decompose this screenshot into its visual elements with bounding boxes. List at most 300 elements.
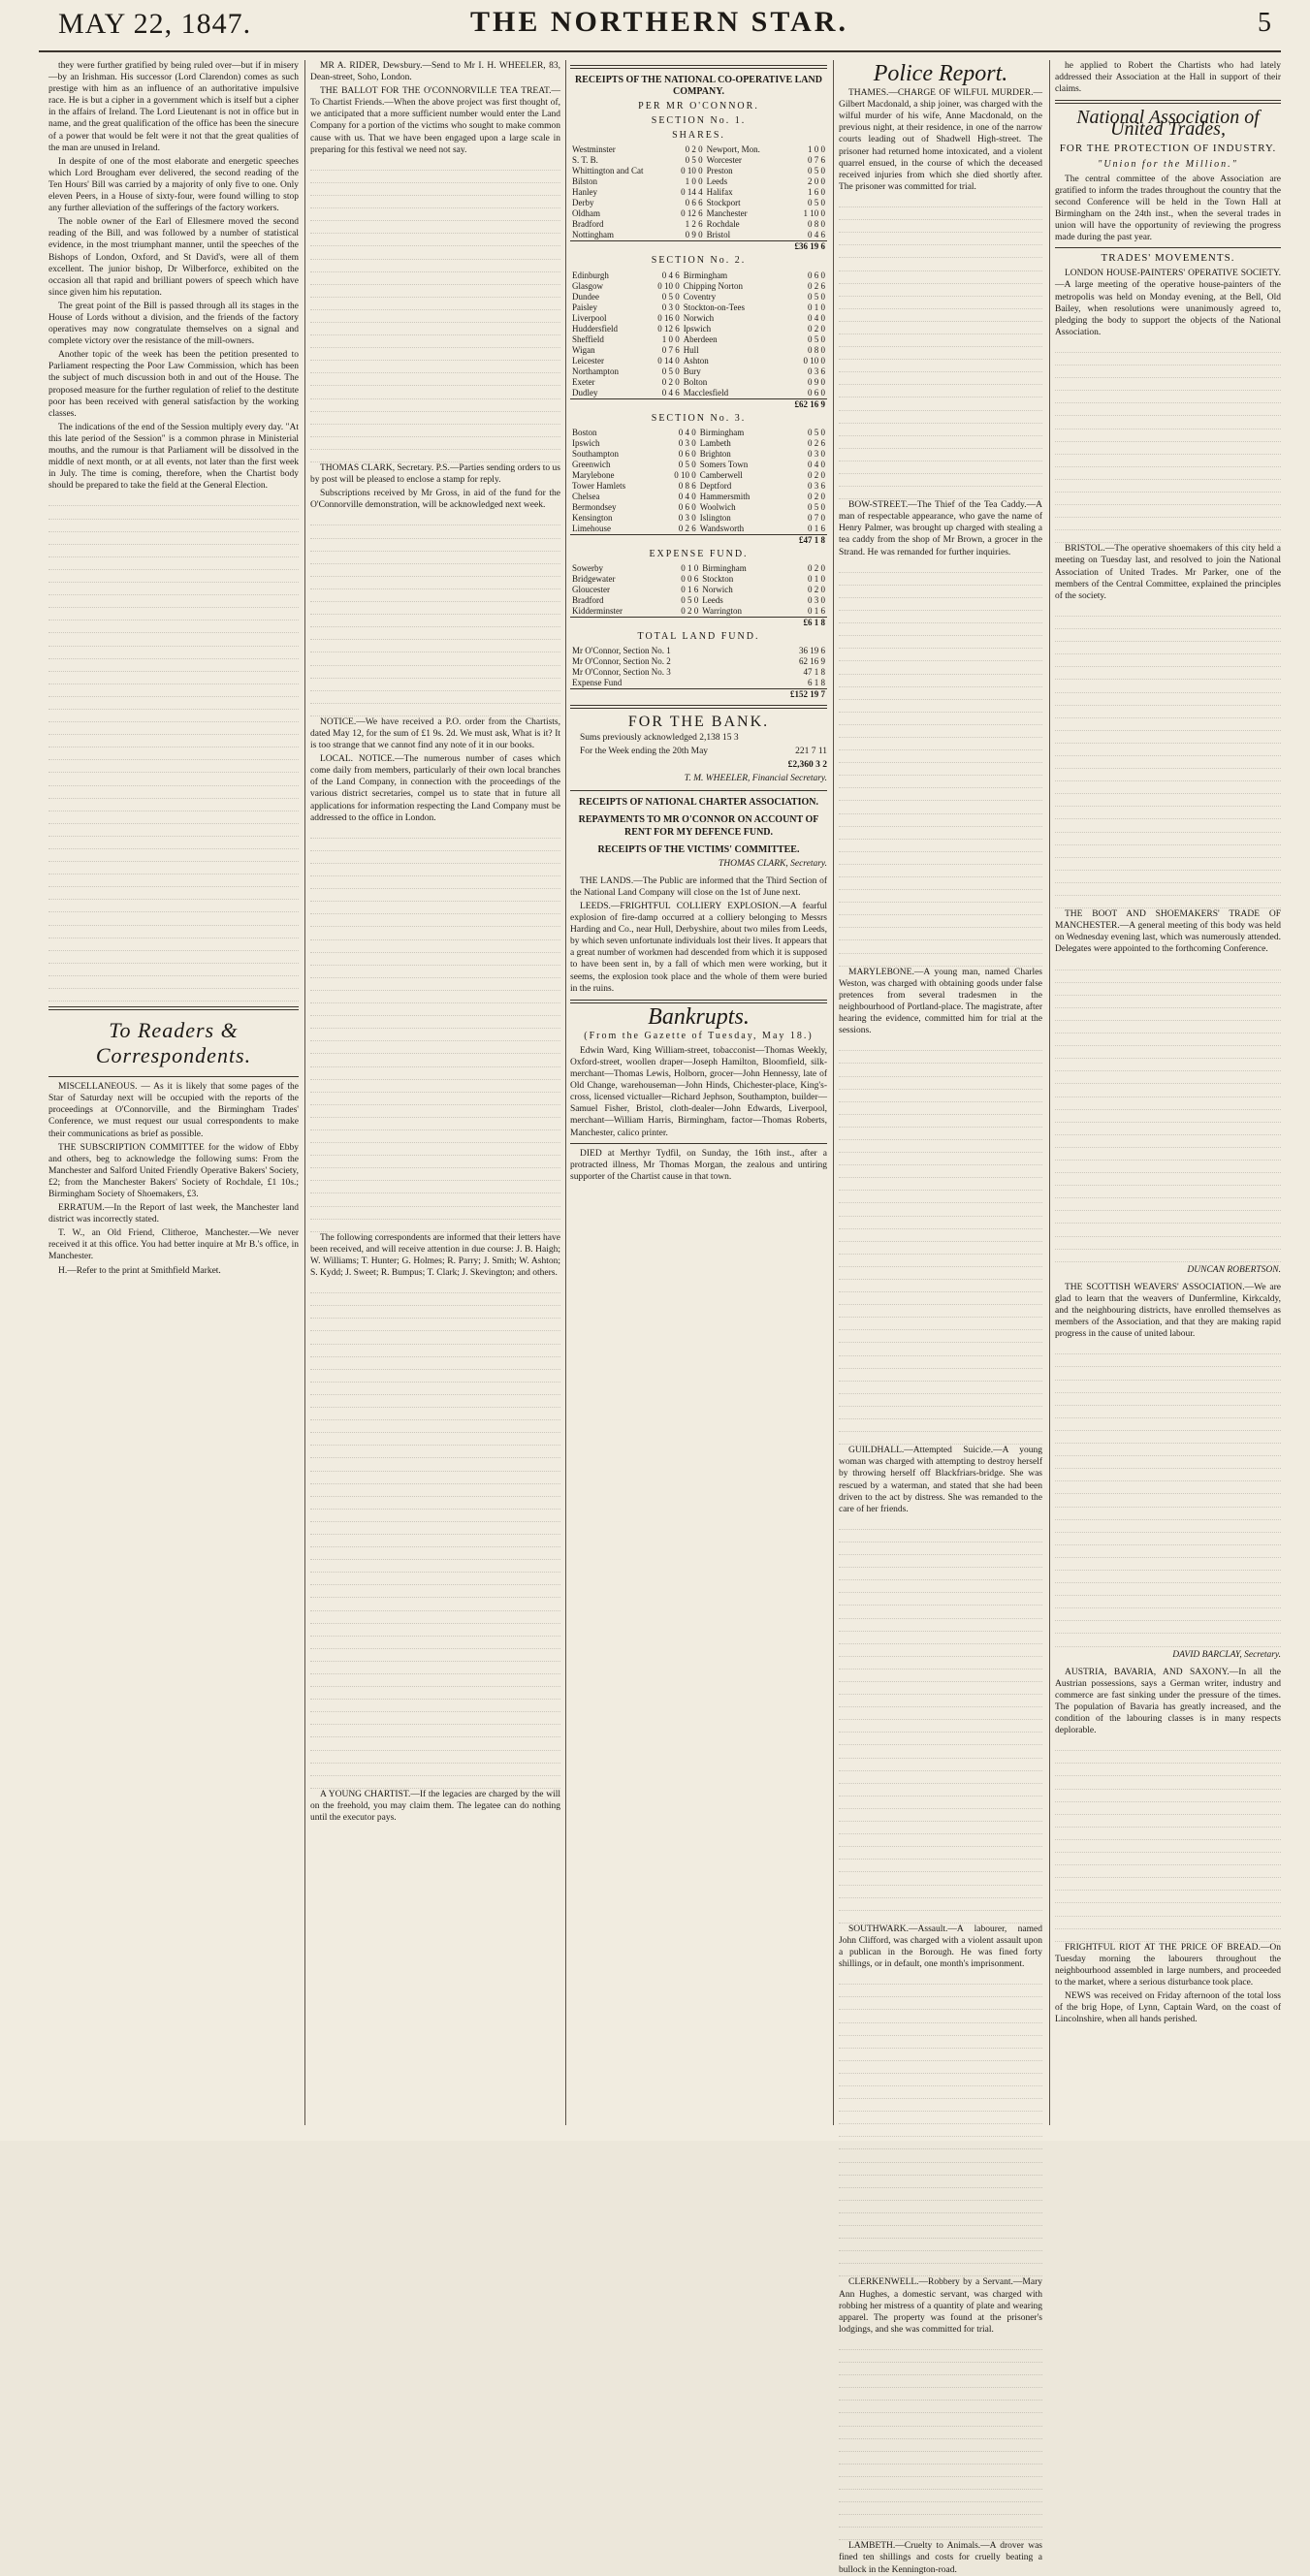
table-cell: Edinburgh [572, 270, 609, 280]
table-cell: 0 1 6 [808, 523, 825, 533]
table-row [570, 678, 827, 689]
receipts-table [570, 144, 827, 252]
table-cell: Westminster [572, 144, 616, 155]
table-cell: S. T. B. [572, 155, 598, 166]
table-cell: Oldham [572, 208, 600, 219]
table-cell: Wigan [572, 344, 595, 355]
text-lines [1055, 604, 1281, 908]
table-cell: 0 7 6 [808, 155, 825, 166]
table-cell: 0 8 0 [808, 344, 825, 355]
correspondent-notice: T. W., an Old Friend, Clitheroe, Manchester.—We never received it at this office. You had better inquire at Mr B.'s office, in Manchester. [48, 1228, 299, 1262]
table-row [570, 656, 827, 667]
section-total: £47 1 8 [781, 534, 827, 546]
table-cell: 0 1 6 [808, 605, 825, 616]
column-rule [833, 60, 834, 2125]
table-cell: Southampton [572, 448, 620, 459]
table-cell: 0 2 0 [661, 376, 680, 387]
table-cell: Whittington and Cat [572, 166, 644, 176]
table-cell: Paisley [572, 302, 597, 312]
notice-paragraph: A YOUNG CHARTIST.—If the legacies are charged by the will on the freehold, you may claim them. The legatee can do nothing until the executor pays. [310, 1789, 560, 1824]
notice-paragraph: The following correspondents are informed that their letters have been received, and will receive attention in due course: J. B. Haigh; W. Williams; T. Hunter; G. Holmes; R. Parry; J. Smith; W. Ashton; S. Kydd; J. Sweet; R. Bumpus; T. Clark; J. Skevington; and others. [310, 1232, 560, 1278]
table-row [570, 524, 827, 535]
table-cell: 0 5 0 [678, 459, 696, 469]
table-cell: 0 7 0 [808, 512, 825, 523]
trade-report: BRISTOL.—The operative shoemakers of this city held a meeting on Tuesday last, and resolved to join the National Association of United Trades. Mr Parker, one of the members of the Central Committee, explained the principles of the society. [1055, 544, 1281, 601]
table-cell: 0 5 0 [661, 291, 680, 302]
table-cell: 1 0 0 [685, 176, 703, 187]
table-cell: Ashton [683, 355, 709, 366]
table-cell: Bridgewater [572, 573, 616, 584]
table-cell: 0 9 0 [685, 230, 703, 240]
section-rule [1055, 100, 1281, 104]
table-cell: 0 2 0 [681, 605, 699, 616]
issue-date: MAY 22, 1847. [58, 8, 252, 40]
divider [570, 790, 827, 791]
death-notice: DIED at Merthyr Tydfil, on Sunday, the 16th inst., after a protracted illness, Mr Thomas Morgan, the zealous and untiring supporter of the Chartist cause in that town. [570, 1148, 827, 1182]
association-text: The central committee of the above Association are gratified to inform the trades throughout the country that the second Conference will be held in the Town Hall at Birmingham on the 24th inst., when the several trades in union will have the opportunity of reviewing the progress made during the past year. [1055, 174, 1281, 243]
table-cell: Greenwich [572, 459, 611, 469]
table-cell: 0 1 0 [808, 573, 825, 584]
bank-signature: T. M. WHEELER, Financial Secretary. [684, 774, 827, 784]
table-cell: 0 5 0 [808, 427, 825, 437]
table-row [570, 302, 827, 313]
table-cell: 0 0 6 [681, 573, 699, 584]
table-cell: 0 5 0 [681, 594, 699, 605]
table-row [570, 155, 827, 166]
bank-total: £2,360 3 2 [787, 760, 827, 771]
table-cell: 0 2 0 [808, 469, 825, 480]
newspaper-title: THE NORTHERN STAR. [470, 6, 848, 38]
table-cell: Rochdale [706, 219, 740, 230]
table-cell: 0 1 6 [681, 584, 699, 594]
table-cell: Birmingham [683, 270, 728, 280]
police-report: THAMES.—CHARGE OF WILFUL MURDER.—Gilbert Macdonald, a ship joiner, was charged with the wilful murder of his wife, Anne Macdonald, on the previous night, at their residence, in one of the narrow courts leading out of Shadwell High-street. The prisoner had returned home intoxicated, and a violent quarrel ensued, in the course of which the deceased received injuries from which she died shortly after. The prisoner was committed for trial. [839, 88, 1042, 192]
text-lines [310, 826, 560, 1232]
notice-intro: MR A. RIDER, Dewsbury.—Send to Mr I. H. WHEELER, 83, Dean-street, Soho, London. [310, 61, 560, 83]
table-row [570, 219, 827, 230]
table-cell: 0 2 0 [808, 491, 825, 501]
table-cell: 0 12 6 [657, 323, 680, 334]
text-lines [310, 158, 560, 462]
table-cell: 0 6 0 [808, 387, 825, 398]
signature: DUNCAN ROBERTSON. [1187, 1264, 1281, 1275]
table-cell: 0 4 6 [661, 387, 680, 398]
table-cell: Deptford [699, 480, 732, 491]
table-row [570, 513, 827, 524]
masthead-rule [39, 50, 1281, 52]
summary-total: £152 19 7 [756, 688, 827, 700]
table-cell: Mr O'Connor, Section No. 3 [572, 666, 671, 677]
table-cell: Chipping Norton [683, 280, 743, 291]
article-paragraph: The great point of the Bill is passed through all its stages in the House of Lords without a division, and the friends of the factory operatives may now congratulate themselves on a signal and complete victory over the resistance of the mill-owners. [48, 301, 299, 347]
article-paragraph: they were further gratified by being ruled over—but if in misery—by an Irishman. His successor (Lord Clarendon) comes as such prestige with him as an influence of an authoritative impulsive race. He is but a cipher in a government which is itself but a cipher in the affairs of Ireland. The Lord Lieutenant is not in office but in name, and the great qualification of the office has been the sinecure of a power that would be felt were it not that the great qualities of the man are unused in Ireland. [48, 61, 299, 153]
table-row [570, 460, 827, 470]
section-heading: TOTAL LAND FUND. [637, 630, 760, 642]
table-cell: Hanley [572, 187, 597, 198]
table-cell: Worcester [706, 155, 742, 166]
section-rule [48, 1006, 299, 1010]
table-cell: Derby [572, 198, 594, 208]
trade-report: NEWS was received on Friday afternoon of the total loss of the brig Hope, of Lynn, Captain Ward, on the coast of Lincolnshire, when all hands perished. [1055, 1991, 1281, 2025]
table-cell: 1 2 6 [685, 219, 703, 230]
table-cell: Woolwich [699, 501, 736, 512]
table-row [570, 366, 827, 377]
table-cell: 0 5 0 [808, 166, 825, 176]
notice-paragraph: THE BALLOT FOR THE O'CONNORVILLE TEA TREAT.—To Chartist Friends.—When the above project was first thought of, we anticipated that a more sufficient number would enter the Land Company for a portion of the victims who sought to make common cause with us. That we have been engaged upon a large scale in preparing for this festival we need not say. [310, 86, 560, 155]
table-cell: Lambeth [699, 437, 731, 448]
text-lines [1055, 340, 1281, 544]
police-report: GUILDHALL.—Attempted Suicide.—A young woman was charged with attempting to destroy herself by throwing herself off Blackfriars-bridge. She was rescued by a waterman, and stated that she had been driven to the act by distress. She was remanded to the care of her friends. [839, 1446, 1042, 1514]
table-cell: Halifax [706, 187, 733, 198]
association-subheading: FOR THE PROTECTION OF INDUSTRY. [1059, 143, 1277, 155]
correspondent-notice: THE SUBSCRIPTION COMMITTEE for the widow of Ebby and others, beg to acknowledge the following sums: From the Manchester and Salford United Friendly Operative Bakers' Society, £2; from the Manchester Bakers' Society of Rochdale, £1 10s.; Birmingham Society of Shoemakers, £3. [48, 1142, 299, 1199]
table-cell: 0 3 0 [678, 437, 696, 448]
table-cell: Norwich [683, 312, 715, 323]
table-cell: 0 4 0 [808, 312, 825, 323]
table-cell: 0 14 0 [657, 355, 680, 366]
summary-table [570, 646, 827, 700]
accident-report: LEEDS.—FRIGHTFUL COLLIERY EXPLOSION.—A fearful explosion of fire-damp occurred at a colliery belonging to Messrs Harding and Co., near Hull, Derbyshire, about two miles from Leeds, by which seven unfortunate individuals lost their lives. It appears that a great number of workmen had descended from which it is supposed to have been sent in, by a fall of which men were working, but it seems, the explosion took place and the whole of them were buried in the ruins. [570, 901, 827, 994]
table-cell: 0 10 0 [674, 469, 696, 480]
table-cell: Somers Town [699, 459, 749, 469]
text-lines [1055, 1342, 1281, 1646]
table-cell: 6 1 8 [808, 677, 825, 687]
table-cell: Bristol [706, 230, 731, 240]
table-cell: Mr O'Connor, Section No. 2 [572, 655, 671, 666]
table-cell: 0 10 0 [681, 166, 703, 176]
table-cell: Islington [699, 512, 731, 523]
table-cell: Camberwell [699, 469, 743, 480]
column-rule [304, 60, 305, 2125]
trade-report: FRIGHTFUL RIOT AT THE PRICE OF BREAD.—On Tuesday morning the labourers throughout the neighbourhood assembled in large numbers, and proceeded to the market, where a serious disturbance took place. [1055, 1942, 1281, 1988]
table-cell: 0 4 6 [808, 230, 825, 240]
article-paragraph: In despite of one of the most elaborate and energetic speeches which Lord Brougham ever delivered, the second reading of the Ten Hours' Bill was carried by a majority of only five to one. Only eleven Peers, in a House of sixty-four, were found willing to stop any further alleviation of the sufferings of the factory workers. [48, 156, 299, 214]
continued-paragraph: he applied to Robert the Chartists who had lately addressed their Association at the Hall in support of their claims. [1055, 61, 1281, 95]
repayment-heading: REPAYMENTS TO MR O'CONNOR ON ACCOUNT OF RENT FOR MY DEFENCE FUND. [578, 814, 819, 838]
text-lines [839, 195, 1042, 499]
table-cell: 0 5 0 [661, 366, 680, 376]
police-report: CLERKENWELL.—Robbery by a Servant.—Mary Ann Hughes, a domestic servant, was charged with robbing her mistress of a quantity of plate and wearing apparel. The property was found at the prisoner's lodgings, and she was committed for trial. [839, 2277, 1042, 2335]
table-cell: Newport, Mon. [706, 144, 760, 155]
lands-notice: THE LANDS.—The Public are informed that the Third Section of the National Land Company will close on the 1st of June next. [570, 875, 827, 898]
table-cell: 0 6 0 [678, 448, 696, 459]
divider [570, 1143, 827, 1144]
table-cell: 0 3 0 [808, 448, 825, 459]
table-cell: Coventry [683, 291, 717, 302]
trade-report: THE SCOTTISH WEAVERS' ASSOCIATION.—We are glad to learn that the weavers of Dunfermline, Kirkcaldy, and the neighbouring districts, have enrolled themselves as members of the Association, and that they are making rapid progress in the cause of united labour. [1055, 1282, 1281, 1340]
table-cell: Stockton-on-Tees [683, 302, 746, 312]
table-cell: 47 1 8 [803, 666, 825, 677]
bank-week-label: For the Week ending the 20th May [580, 747, 709, 757]
table-cell: 0 6 0 [678, 501, 696, 512]
table-row [570, 198, 827, 208]
table-cell: Bradford [572, 219, 604, 230]
table-row [570, 176, 827, 187]
table-row [570, 388, 827, 399]
trade-report: AUSTRIA, BAVARIA, AND SAXONY.—In all the Austrian possessions, says a German writer, industry and commerce are fast sinking under the pressure of the times. The population of Bavaria has greatly increased, and the condition of the labouring classes is in many respects deplorable. [1055, 1667, 1281, 1736]
table-row [570, 334, 827, 345]
bank-week-value: 221 7 11 [795, 747, 827, 757]
table-cell: 1 0 0 [808, 144, 825, 155]
notice-paragraph: Subscriptions received by Mr Gross, in aid of the fund for the O'Connorville demonstration, will be acknowledged next week. [310, 489, 560, 511]
section-heading: SECTION No. 1. [651, 115, 747, 127]
text-lines [310, 1281, 560, 1789]
table-cell: Birmingham [699, 427, 745, 437]
text-lines [839, 1517, 1042, 1924]
table-cell: Leicester [572, 355, 604, 366]
table-cell: Birmingham [702, 562, 747, 573]
table-cell: 0 5 0 [685, 155, 703, 166]
table-cell: 0 5 0 [808, 291, 825, 302]
divider [1055, 247, 1281, 248]
table-cell: Preston [706, 166, 733, 176]
table-cell: 0 9 0 [808, 376, 825, 387]
text-lines [839, 1972, 1042, 2276]
table-cell: 0 2 6 [678, 523, 696, 533]
notice-paragraph: NOTICE.—We have received a P.O. order from the Chartists, dated May 12, for the sum of £1 9s. 2d. We must ask, What is it? It is too strange that we cannot find any note of it in our books. [310, 716, 560, 751]
table-cell: 0 4 6 [661, 270, 680, 280]
table-row [570, 449, 827, 460]
table-row [570, 428, 827, 438]
table-cell: Ipswich [572, 437, 600, 448]
table-cell: 1 6 0 [808, 187, 825, 198]
table-cell: Leeds [702, 594, 723, 605]
table-cell: Manchester [706, 208, 748, 219]
table-cell: 0 8 0 [808, 219, 825, 230]
table-cell: 0 16 0 [657, 312, 680, 323]
section-total: £62 16 9 [777, 398, 827, 410]
section-total: £6 1 8 [783, 617, 827, 628]
table-cell: Ipswich [683, 323, 712, 334]
table-row [570, 356, 827, 366]
section-total: £36 19 6 [782, 241, 827, 253]
table-cell: Marylebone [572, 469, 615, 480]
table-row [570, 470, 827, 481]
table-row [570, 292, 827, 302]
table-cell: Stockton [702, 573, 734, 584]
table-row [570, 481, 827, 492]
bankrupts-subheading: (From the Gazette of Tuesday, May 18.) [584, 1030, 814, 1041]
table-cell: 0 2 0 [808, 323, 825, 334]
table-cell: Wandsworth [699, 523, 745, 533]
column-3 [570, 60, 827, 2125]
text-lines [48, 493, 299, 1002]
table-cell: Boston [572, 427, 597, 437]
table-cell: 0 5 0 [808, 501, 825, 512]
association-motto: "Union for the Million." [1098, 158, 1238, 170]
table-cell: Limehouse [572, 523, 611, 533]
table-cell: 0 2 6 [808, 437, 825, 448]
text-lines [839, 2337, 1042, 2541]
column-2 [310, 60, 560, 2125]
table-row [570, 166, 827, 176]
table-cell: Bermondsey [572, 501, 617, 512]
table-cell: 2 0 0 [808, 176, 825, 187]
table-cell: 0 2 0 [808, 584, 825, 594]
table-cell: 0 5 0 [808, 198, 825, 208]
trade-report: LONDON HOUSE-PAINTERS' OPERATIVE SOCIETY.—A large meeting of the operative house-painters of the metropolis was held on Monday evening, at the Bell, Old Bailey, when resolutions were unanimously agreed to, pledging the body to support the objects of the National Association. [1055, 269, 1281, 337]
table-row [570, 144, 827, 155]
table-row [570, 345, 827, 356]
table-cell: Dudley [572, 387, 598, 398]
table-row [570, 595, 827, 606]
table-cell: 62 16 9 [799, 655, 825, 666]
table-cell: Warrington [702, 605, 742, 616]
article-paragraph: The noble owner of the Earl of Ellesmere moved the second reading of the Bill, and was followed by a number of statistical evidence, in the most triumphant manner, until the speeches of the Bishops of London, Oxford, and St David's, were all of them excellent. The junior bishop, Dr Wilberforce, exhibited on the occasion all that rapid and brilliant powers of speech which have since given him his reputation. [48, 217, 299, 298]
correspondents-heading: To Readers & Correspondents. [95, 1018, 252, 1068]
table-cell: 1 0 0 [661, 334, 680, 344]
table-cell: 0 6 0 [808, 270, 825, 280]
section-heading: EXPENSE FUND. [649, 548, 749, 559]
table-cell: Bolton [683, 376, 708, 387]
table-row [570, 502, 827, 513]
table-cell: 0 7 6 [661, 344, 680, 355]
table-row [570, 646, 827, 656]
table-cell: Leeds [706, 176, 728, 187]
table-row [570, 281, 827, 292]
column-4 [839, 60, 1042, 2575]
notice-paragraph: THOMAS CLARK, Secretary. P.S.—Parties sending orders to us by post will be pleased to enclose a stamp for reply. [310, 463, 560, 486]
correspondent-notice: ERRATUM.—In the Report of last week, the Manchester land district was incorrectly stated. [48, 1203, 299, 1225]
bank-week [570, 746, 827, 757]
table-cell: 0 4 0 [808, 459, 825, 469]
table-cell: 0 1 0 [808, 302, 825, 312]
table-cell: 0 4 0 [678, 427, 696, 437]
table-cell: Chelsea [572, 491, 600, 501]
table-cell: 0 3 0 [678, 512, 696, 523]
section-rule [570, 1000, 827, 1003]
table-row [570, 208, 827, 219]
table-cell: Aberdeen [683, 334, 718, 344]
table-cell: 0 5 0 [808, 334, 825, 344]
table-row [570, 270, 827, 281]
table-cell: Northampton [572, 366, 619, 376]
section-rule [570, 705, 827, 709]
table-cell: Brighton [699, 448, 731, 459]
table-cell: Macclesfield [683, 387, 729, 398]
correspondent-notice: H.—Refer to the print at Smithfield Market. [58, 1265, 221, 1276]
association-heading: RECEIPTS OF NATIONAL CHARTER ASSOCIATION. [578, 797, 818, 809]
section-label: SHARES. [672, 130, 725, 142]
table-cell: 0 10 0 [657, 280, 680, 291]
table-cell: 0 3 0 [661, 302, 680, 312]
table-cell: 0 1 0 [681, 562, 699, 573]
table-cell: Dundee [572, 291, 599, 302]
bank-heading: FOR THE BANK. [627, 713, 770, 730]
table-row [570, 324, 827, 334]
table-cell: Nottingham [572, 230, 614, 240]
table-cell: Expense Fund [572, 677, 623, 687]
table-cell: 0 2 0 [685, 144, 703, 155]
police-report: MARYLEBONE.—A young man, named Charles Weston, was charged with obtaining goods under false pretences from several tradesmen in the neighbourhood of Portland-place. The magistrate, after hearing the evidence, committed him for trial at the sessions. [839, 967, 1042, 1036]
table-cell: 0 10 0 [803, 355, 825, 366]
table-cell: 0 3 6 [808, 480, 825, 491]
table-cell: Kidderminster [572, 605, 623, 616]
section-rule [570, 65, 827, 69]
receipts-heading: RECEIPTS OF THE NATIONAL CO-OPERATIVE LAND COMPANY. [575, 75, 822, 98]
table-cell: Bradford [572, 594, 604, 605]
table-cell: Tower Hamlets [572, 480, 626, 491]
article-paragraph: Another topic of the week has been the petition presented to Parliament respecting the Poor Law Commission, which has been the subject of much discussion both in and out of the House. The proposed measure for the further regulation of relief to the destitute poor has been received with general satisfaction by the working classes. [48, 350, 299, 419]
movements-heading: TRADES' MOVEMENTS. [1101, 252, 1235, 265]
table-cell: Sowerby [572, 562, 603, 573]
receipts-table [570, 428, 827, 546]
bankrupts-heading: Bankrupts. [648, 1003, 750, 1030]
table-row [570, 187, 827, 198]
column-rule [1049, 60, 1050, 2125]
police-report: LAMBETH.—Cruelty to Animals.—A drover was fined ten shillings and costs for cruelly beating a bullock in the Kennington-road. [839, 2541, 1042, 2575]
table-row [570, 606, 827, 618]
receipts-subheading: PER MR O'CONNOR. [638, 101, 759, 112]
table-cell: 0 2 0 [808, 562, 825, 573]
table-row [570, 438, 827, 449]
table-cell: Kensington [572, 512, 613, 523]
table-cell: 1 10 0 [803, 208, 825, 219]
text-lines [839, 560, 1042, 967]
table-cell: 0 2 6 [808, 280, 825, 291]
table-cell: Hull [683, 344, 699, 355]
section-heading: SECTION No. 2. [651, 255, 747, 267]
article-paragraph: The indications of the end of the Session multiply every day. "At this late period of the Session" is a common phrase in Ministerial mouths, and the rumour is that Parliament will be dissolved in the middle of next month, or at all events, not later than the first week in July. The time is coming, therefore, when the Chartist body should be prepared to take the field at the General Election. [48, 422, 299, 492]
victims-signature: THOMAS CLARK, Secretary. [718, 858, 827, 869]
table-cell: Sheffield [572, 334, 604, 344]
text-lines [310, 513, 560, 716]
bank-previous: Sums previously acknowledged 2,138 15 3 [580, 732, 739, 743]
table-row [570, 667, 827, 678]
text-lines [1055, 957, 1281, 1261]
expense-table [570, 563, 827, 628]
police-report: BOW-STREET.—The Thief of the Tea Caddy.—A man of respectable appearance, who gave the name of Henry Palmer, was brought up charged with stealing a tea caddy from the shop of Mr Brown, a grocer in the Strand. He was remanded for further inquiries. [839, 500, 1042, 557]
page-number: 5 [1258, 8, 1271, 38]
receipts-table [570, 270, 827, 410]
table-cell: Bury [683, 366, 701, 376]
column-5 [1055, 60, 1281, 2125]
table-cell: Mr O'Connor, Section No. 1 [572, 645, 671, 655]
association-heading: National Association of United Trades, [1076, 107, 1260, 141]
table-cell: 0 3 0 [808, 594, 825, 605]
table-row [570, 563, 827, 574]
table-cell: 0 12 6 [681, 208, 703, 219]
table-cell: Norwich [702, 584, 733, 594]
divider [48, 1076, 299, 1077]
trade-report: THE BOOT AND SHOEMAKERS' TRADE OF MANCHESTER.—A general meeting of this body was held on Wednesday evening last, which was numerously attended. Delegates were appointed to the forthcoming Conference. [1055, 909, 1281, 955]
section-heading: SECTION No. 3. [651, 412, 747, 424]
text-lines [839, 1038, 1042, 1445]
table-row [570, 574, 827, 585]
table-cell: Stockport [706, 198, 741, 208]
text-lines [1055, 1738, 1281, 1942]
table-row [570, 585, 827, 595]
table-cell: Gloucester [572, 584, 610, 594]
notice-paragraph: LOCAL. NOTICE.—The numerous number of cases which come daily from members, particularly of their own local branches of the Land Company, in connection with the proceedings of the various district secretaries, compel us to state that in future all applications for information respecting the Land Company must be addressed to the office in London. [310, 754, 560, 823]
victims-heading: RECEIPTS OF THE VICTIMS' COMMITTEE. [597, 843, 800, 855]
table-cell: Glasgow [572, 280, 603, 291]
table-row [570, 377, 827, 388]
table-cell: Liverpool [572, 312, 607, 323]
signature: DAVID BARCLAY, Secretary. [1172, 1649, 1281, 1660]
masthead [0, 0, 1310, 56]
correspondent-notice: MISCELLANEOUS. — As it is likely that some pages of the Star of Saturday next will be occupied with the reports of the proceedings at O'Connorville, and the Birmingham Trades' Conference, we must request our usual correspondents to make their communications as brief as possible. [48, 1082, 299, 1139]
table-cell: 0 6 6 [685, 198, 703, 208]
table-row [570, 313, 827, 324]
table-row [570, 492, 827, 502]
police-report: SOUTHWARK.—Assault.—A labourer, named John Clifford, was charged with a violent assault upon a publican in the Borough. He was fined forty shillings, or in default, one month's imprisonment. [839, 1924, 1042, 1970]
table-cell: 0 14 4 [681, 187, 703, 198]
police-heading: Police Report. [873, 61, 1008, 86]
table-cell: 0 8 6 [678, 480, 696, 491]
column-1 [48, 60, 299, 2125]
column-rule [565, 60, 566, 2125]
